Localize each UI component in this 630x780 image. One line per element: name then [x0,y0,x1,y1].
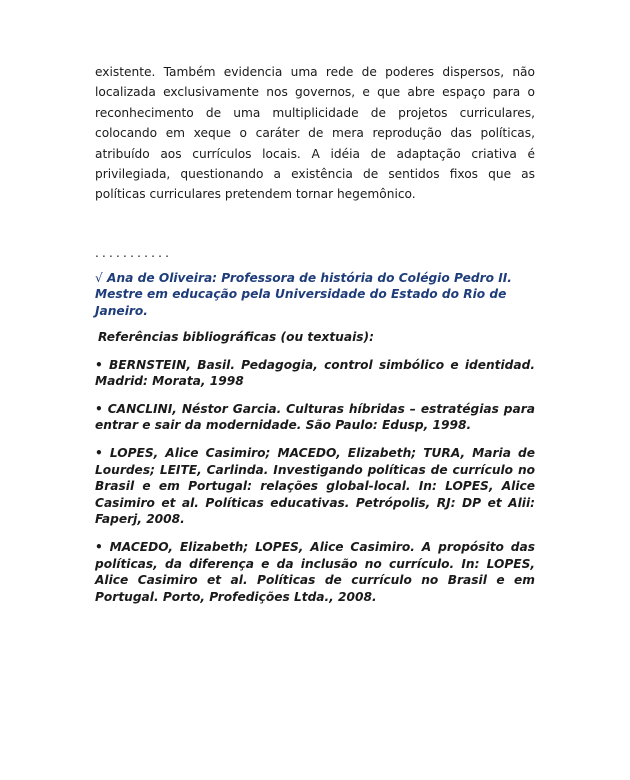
bullet-icon: • [95,357,103,372]
body-paragraph: existente. Também evidencia uma rede de poderes dispersos, não localizada exclusivamente nos governos, e que abre espaço para o reconhecimento de uma multiplicidade de projetos curriculares, colocando em xeque o caráter de mera reprodução das políticas, atribuído aos currículos locais. A idéia de adaptação criativa é privilegiada, questionando a existência de sentidos fixos que as políticas curriculares pretendem tornar hegemônico. [95,65,535,202]
bullet-icon: • [95,539,103,554]
reference-item [95,357,535,390]
reference-text: MACEDO, Elizabeth; LOPES, Alice Casimiro. A propósito das políticas, da diferença e da inclusão no currículo. In: LOPES, Alice Casimiro et al. Políticas de currículo no Brasil e em Portugal. Porto, Profedições Ltda., 2008. [95,539,535,604]
reference-text: CANCLINI, Néstor Garcia. Culturas híbridas – estratégias para entrar e sair da modernidade. São Paulo: Edusp, 1998. [95,401,535,433]
reference-item [95,539,535,605]
reference-text: LOPES, Alice Casimiro; MACEDO, Elizabeth; TURA, Maria de Lourdes; LEITE, Carlinda. Investigando políticas de currículo no Brasil e em Portugal: relações global-local. In: LOPES, Alice Casimiro et al. Políticas educativas. Petrópolis, RJ: DP et Alii: Faperj, 2008. [95,446,535,527]
document-page [95,62,535,605]
reference-item [95,401,535,434]
references-heading: Referências bibliográficas (ou textuais): [98,329,374,344]
bullet-icon: • [95,446,103,460]
author-note-text: Ana de Oliveira: Professora de história do Colégio Pedro II. Mestre em educação pela Universidade do Estado do Rio de Janeiro. [95,270,512,319]
checkmark-icon: √ [95,270,103,285]
author-note [95,270,535,320]
section-separator: ........... [95,245,173,260]
reference-item [95,445,535,528]
bullet-icon: • [95,401,103,416]
reference-text: BERNSTEIN, Basil. Pedagogia, control simbólico e identidad. Madrid: Morata, 1998 [95,357,535,389]
